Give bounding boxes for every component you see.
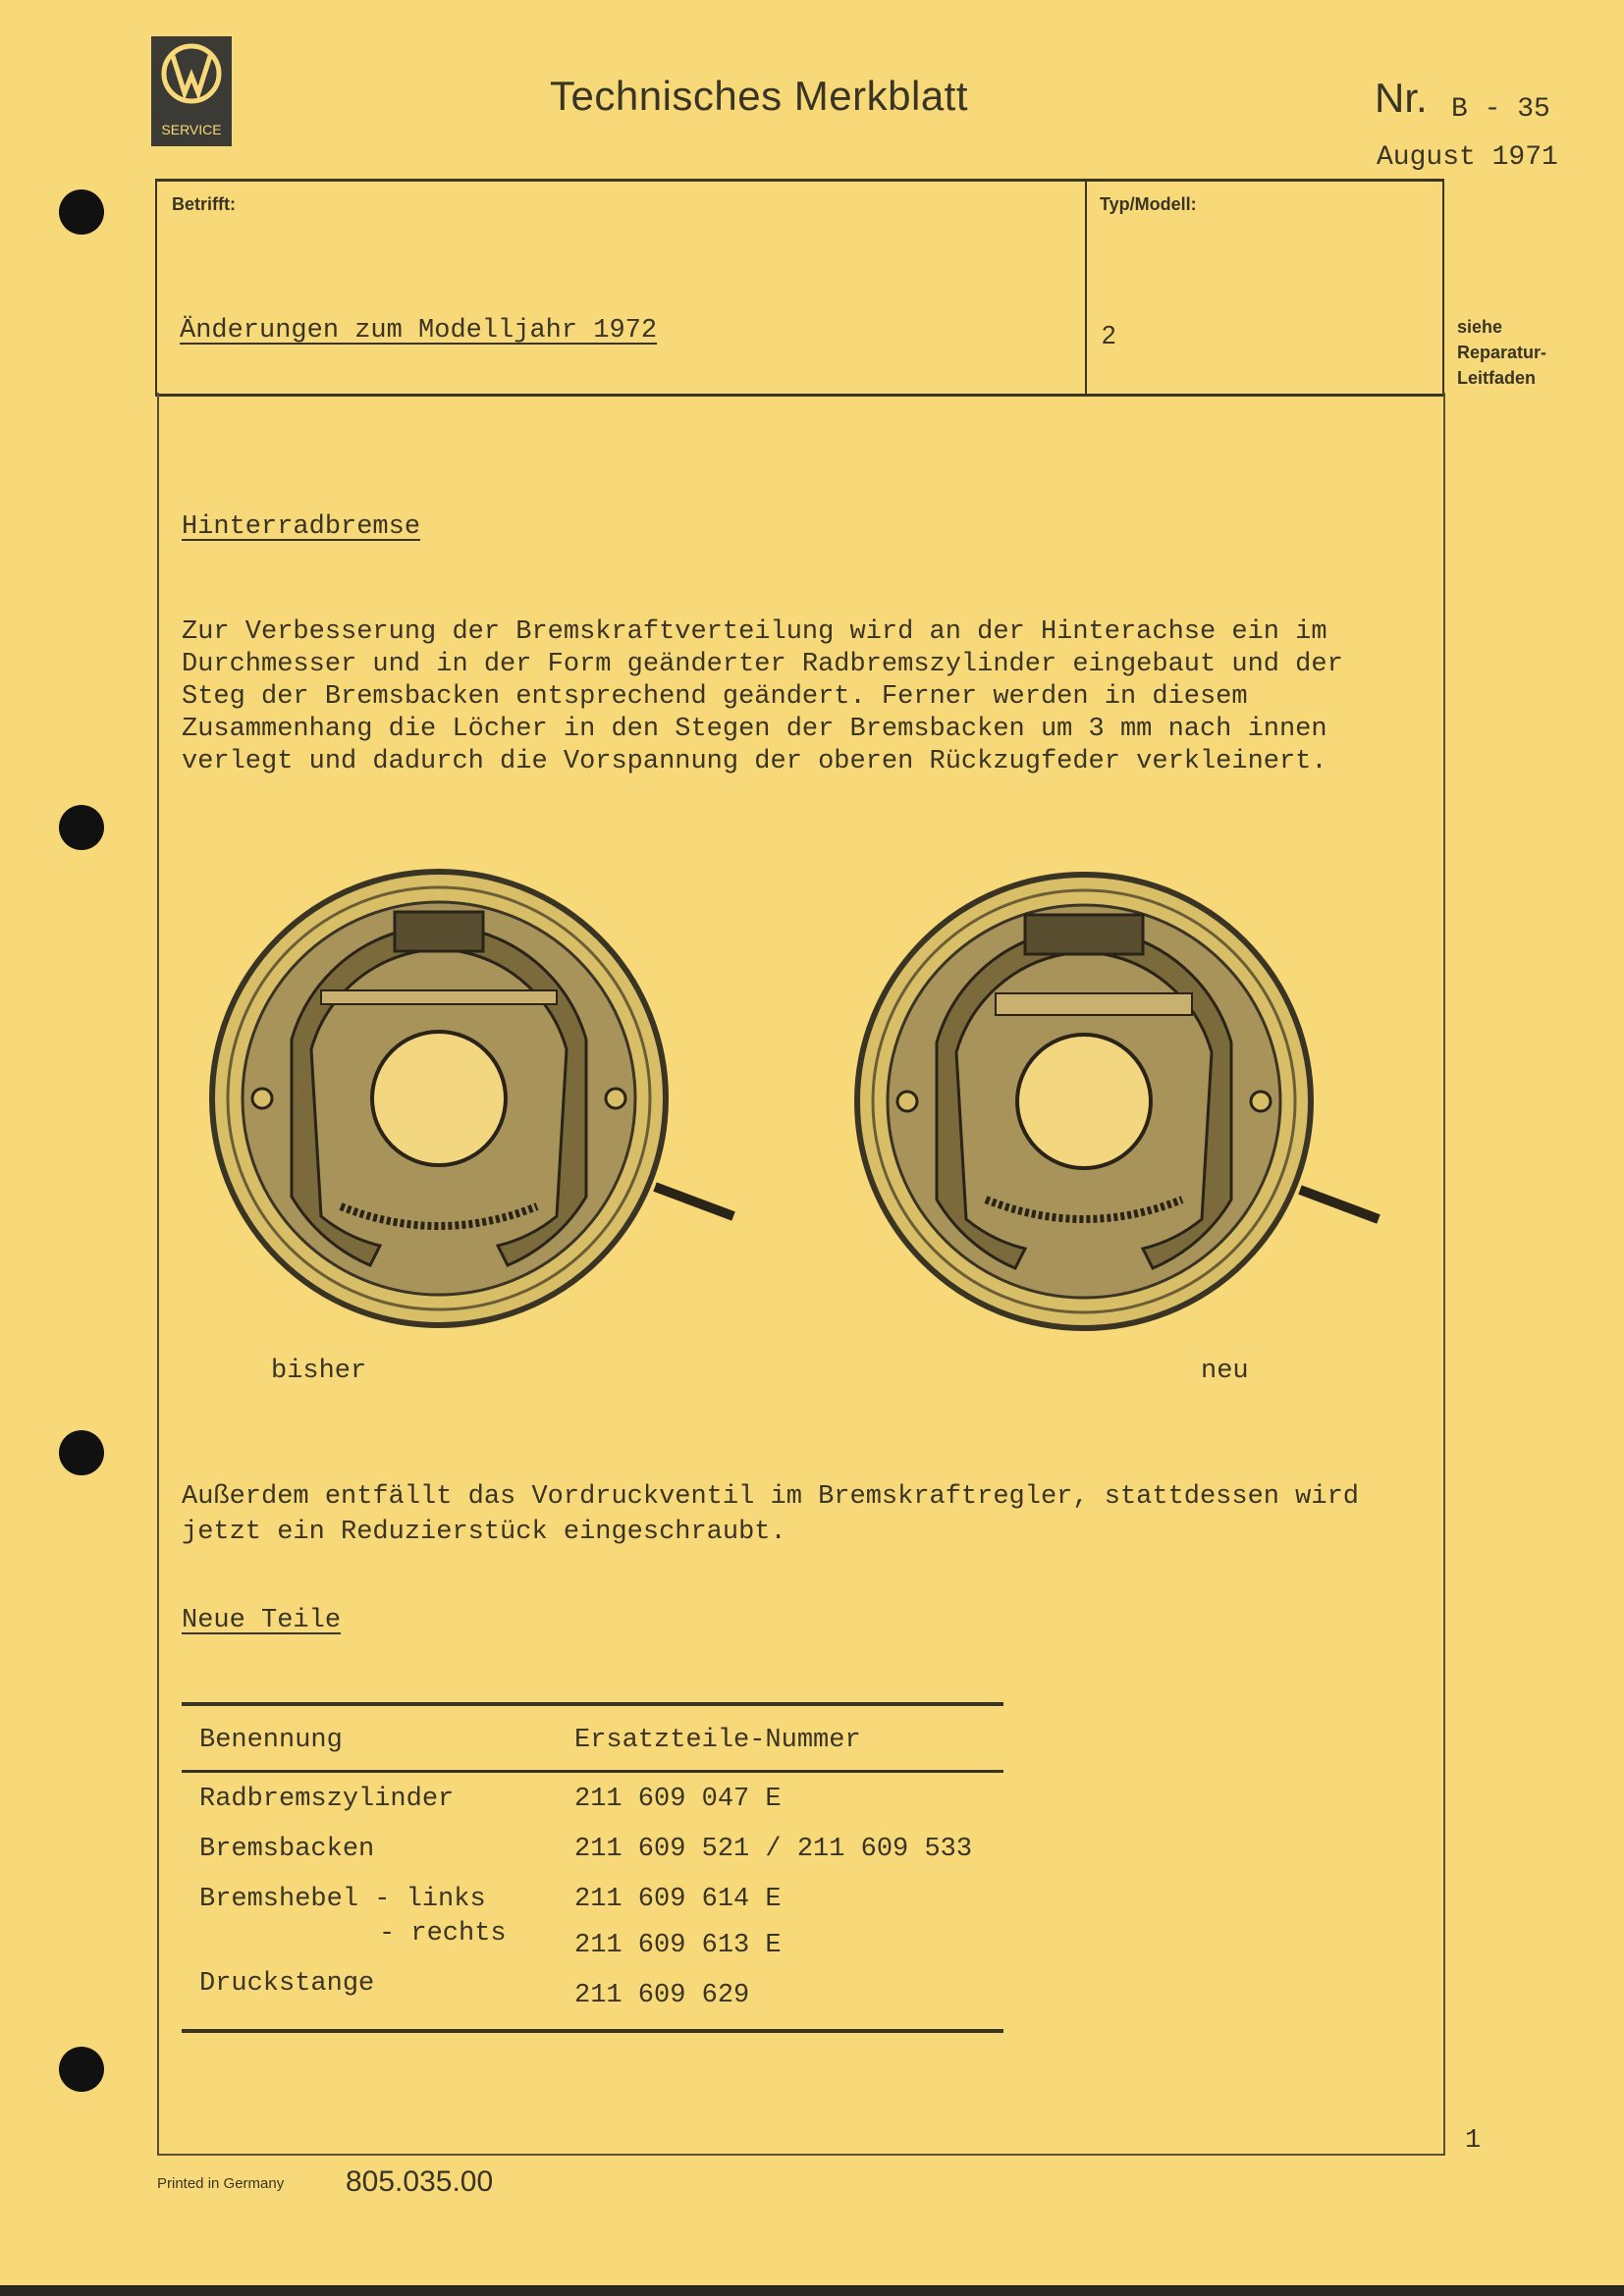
page-title: Technisches Merkblatt <box>550 73 969 119</box>
printed-in-germany: Printed in Germany <box>157 2175 285 2192</box>
table-rule <box>182 1770 1003 1773</box>
part-name: Radbremszylinder <box>199 1785 455 1814</box>
part-name: - rechts <box>379 1919 507 1949</box>
part-name: Bremsbacken <box>199 1835 375 1864</box>
betrifft-label: Betrifft: <box>172 194 236 214</box>
table-rule <box>182 1702 1003 1706</box>
part-name: Bremshebel - links <box>199 1885 486 1914</box>
paragraph-2 <box>182 1479 1359 1550</box>
divider <box>1085 179 1087 394</box>
side-note-line: Leitfaden <box>1457 368 1537 388</box>
issue-date: August 1971 <box>1377 142 1558 173</box>
part-name: Druckstange <box>199 1969 375 1999</box>
part-number: 211 609 613 E <box>574 1931 782 1960</box>
section-heading: Hinterradbremse <box>182 512 421 542</box>
table-rule <box>182 2029 1003 2033</box>
typ-label: Typ/Modell: <box>1100 194 1197 214</box>
form-code: 805.035.00 <box>346 2165 494 2198</box>
side-note-line: siehe <box>1457 317 1503 337</box>
binder-hole <box>59 2047 104 2092</box>
part-number: 211 609 047 E <box>574 1785 782 1814</box>
typ-value: 2 <box>1102 320 1116 349</box>
paragraph <box>182 616 1343 778</box>
paragraph-line: verlegt und dadurch die Vorspannung der oberen Rückzugfeder verkleinert. <box>182 747 1327 776</box>
binder-hole <box>59 1430 104 1475</box>
logo-text: SERVICE <box>161 122 222 137</box>
side-note <box>1457 314 1546 391</box>
part-number: 211 609 521 / 211 609 533 <box>574 1835 973 1864</box>
brake-drawing-old <box>212 872 733 1325</box>
paragraph-line: Zusammenhang die Löcher in den Stegen der Bremsbacken um 3 mm nach innen <box>182 715 1327 744</box>
paragraph-line: Durchmesser und in der Form geänderter Radbremszylinder eingebaut und der <box>182 650 1343 679</box>
brake-drawing-new <box>857 875 1379 1328</box>
part-number: 211 609 614 E <box>574 1885 782 1914</box>
subject-box <box>155 179 1444 397</box>
binder-hole <box>59 805 104 850</box>
col-header-number: Ersatzteile-Nummer <box>574 1726 861 1755</box>
brake-drum-illustrations <box>196 854 1434 1345</box>
parts-heading: Neue Teile <box>182 1606 342 1635</box>
side-note-line: Reparatur- <box>1457 343 1547 362</box>
nr-label: Nr. <box>1375 75 1428 121</box>
col-header-name: Benennung <box>199 1726 343 1755</box>
vw-service-logo <box>151 36 232 146</box>
paragraph-line: Außerdem entfällt das Vordruckventil im Bremskraftregler, stattdessen wird <box>182 1482 1359 1512</box>
paragraph-line: jetzt ein Reduzierstück eingeschraubt. <box>182 1518 786 1547</box>
caption-new: neu <box>1201 1357 1249 1386</box>
paragraph-line: Steg der Bremsbacken entsprechend geändert. Ferner werden in diesem <box>182 682 1248 712</box>
binder-hole <box>59 189 104 235</box>
paragraph-line: Zur Verbesserung der Bremskraftverteilung wird an der Hinterachse ein im <box>182 617 1327 647</box>
nr-value: B - 35 <box>1451 94 1550 125</box>
caption-old: bisher <box>271 1357 367 1386</box>
page-number: 1 <box>1465 2126 1482 2156</box>
betrifft-value: Änderungen zum Modelljahr 1972 <box>180 316 658 346</box>
part-number: 211 609 629 <box>574 1981 750 2010</box>
scan-edge <box>0 2285 1624 2296</box>
